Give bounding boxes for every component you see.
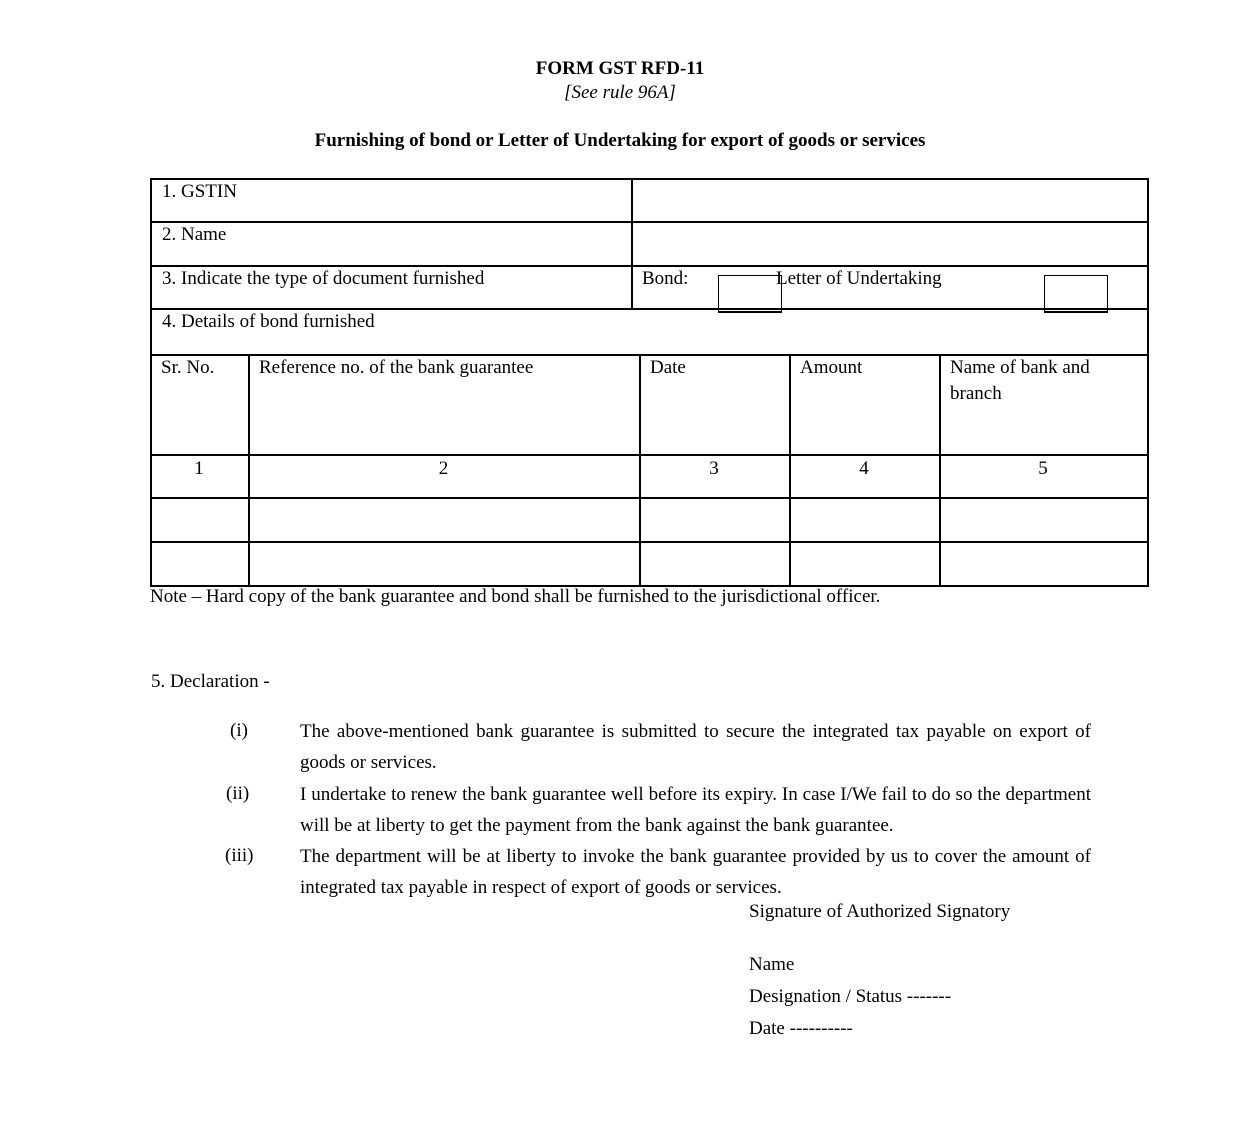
declaration-item-number: (ii) (226, 783, 250, 804)
column-number: 5 (1038, 458, 1048, 479)
bond-details-label: 4. Details of bond furnished (162, 311, 375, 332)
name-label: 2. Name (162, 224, 227, 245)
table-row[interactable] (152, 499, 1147, 541)
column-number: 4 (859, 458, 869, 479)
header-amount: Amount (800, 357, 863, 378)
gstin-field[interactable] (633, 180, 1146, 220)
column-number: 3 (709, 458, 719, 479)
date-label: Date ---------- (749, 1018, 853, 1039)
form-heading: Furnishing of bond or Letter of Undertaking for export of goods or services (314, 130, 926, 151)
header-bank-name: Name of bank and (950, 357, 1090, 378)
note-text: Note – Hard copy of the bank guarantee and bond shall be furnished to the jurisdictional officer. (150, 586, 881, 607)
column-number: 1 (194, 458, 204, 479)
signature-label: Signature of Authorized Signatory (749, 901, 1011, 922)
declaration-item-text: The above-mentioned bank guarantee is submitted to secure the integrated tax payable on export of goods or services. (300, 721, 1091, 773)
gstin-label: 1. GSTIN (162, 181, 237, 202)
designation-label: Designation / Status ------- (749, 986, 952, 1007)
declaration-item-text: I undertake to renew the bank guarantee well before its expiry. In case I/We fail to do so the department will be at liberty to get the payment from the bank against the bank guarantee. (300, 784, 1091, 836)
declaration-item-text: The department will be at liberty to invoke the bank guarantee provided by us to cover the amount of integrated tax payable in respect of export of goods or services. (300, 846, 1091, 898)
declaration-item-number: (i) (230, 720, 248, 741)
signatory-name-label: Name (749, 954, 795, 975)
name-field[interactable] (633, 223, 1146, 264)
declaration-heading: 5. Declaration - (151, 671, 270, 692)
header-sr-no: Sr. No. (161, 357, 215, 378)
bond-checkbox[interactable] (718, 275, 782, 313)
declaration-item-number: (iii) (225, 845, 254, 866)
header-date: Date (650, 357, 686, 378)
table-row[interactable] (152, 543, 1147, 585)
column-number: 2 (438, 458, 449, 479)
table-border-right (1147, 178, 1149, 586)
lut-label: Letter of Undertaking (776, 268, 942, 289)
header-bank-branch: branch (950, 383, 1002, 404)
lut-checkbox[interactable] (1044, 275, 1108, 313)
bond-label: Bond: (642, 268, 689, 289)
document-type-label: 3. Indicate the type of document furnished (162, 268, 485, 289)
form-title: FORM GST RFD-11 (535, 58, 705, 79)
rule-reference: [See rule 96A] (564, 82, 676, 103)
header-reference-no: Reference no. of the bank guarantee (259, 357, 534, 378)
